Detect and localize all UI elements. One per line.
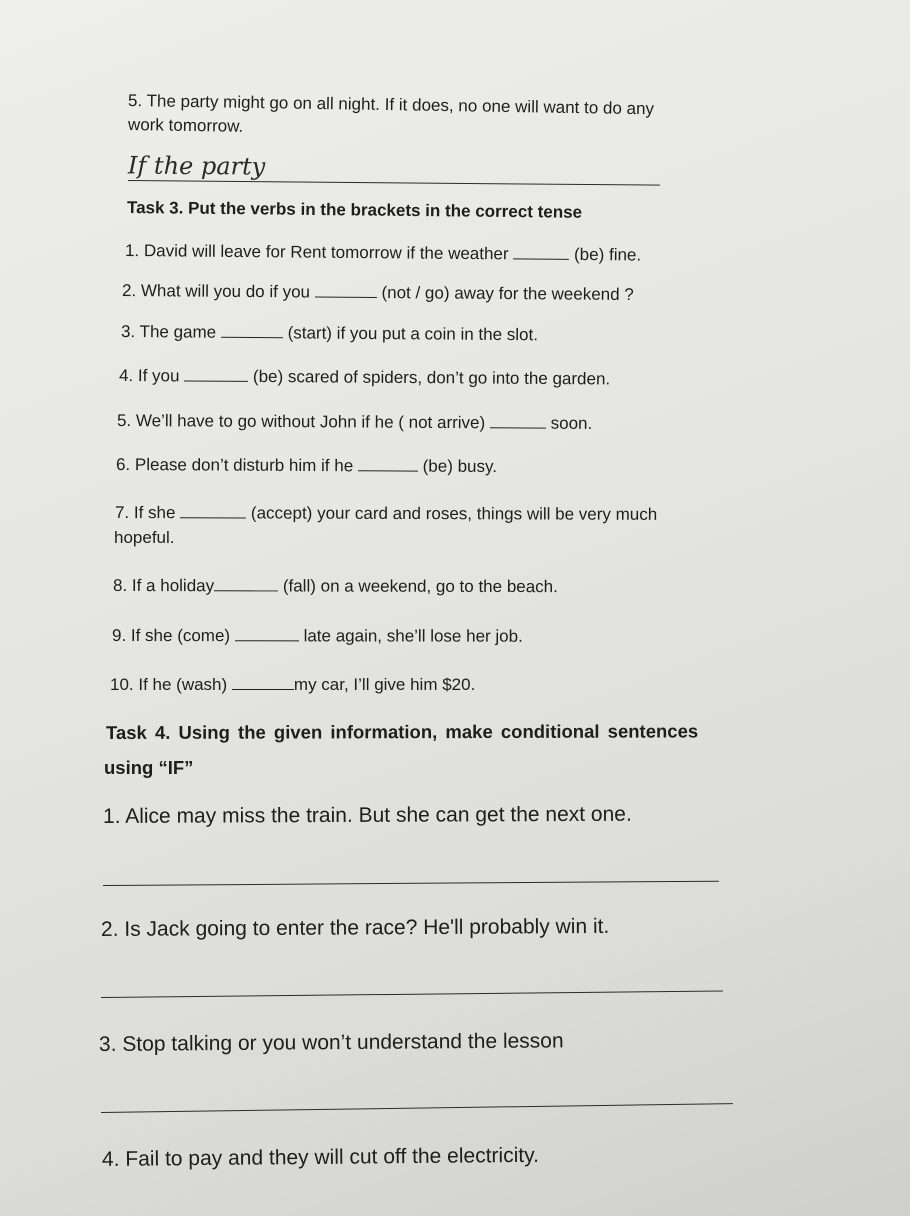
task3-item-6: 6. Please don’t disturb him if he (be) busy. [115, 455, 498, 476]
fill-blank[interactable] [235, 639, 299, 641]
task3-item-5: 5. We’ll have to go without John if he ( not arrive) soon. [116, 411, 593, 433]
handwritten-answer: If the party [127, 151, 266, 181]
fill-blank[interactable] [315, 296, 377, 298]
prev-question-5-line2: work tomorrow. [127, 115, 244, 136]
prev-question-5-line1: 5. The party might go on all night. If it does, no one will want to do any [127, 91, 655, 119]
task3-heading: Task 3. Put the verbs in the brackets in the correct tense [126, 198, 583, 222]
answer-line-prev-5 [128, 180, 660, 186]
fill-blank[interactable] [358, 469, 418, 471]
task4-heading-line2: using “IF” [104, 757, 194, 778]
task3-item-1: 1. David will leave for Rent tomorrow if the weather (be) fine. [124, 241, 642, 265]
task3-item-9: 9. If she (come) late again, she’ll lose her job. [111, 626, 523, 646]
task4-heading-line1: Task 4. Using the given information, make conditional sentences [105, 720, 699, 743]
task3-item-7-cont: hopeful. [114, 528, 175, 547]
fill-blank[interactable] [232, 688, 294, 690]
task3-item-10: 10. If he (wash) my car, I’ll give him $20. [110, 675, 476, 694]
task3-item-2: 2. What will you do if you (not / go) away for the weekend ? [121, 281, 634, 305]
task3-item-8: 8. If a holiday (fall) on a weekend, go to the beach. [112, 576, 558, 597]
task4-item-1: 1. Alice may miss the train. But she can get the next one. [102, 802, 632, 828]
fill-blank[interactable] [221, 336, 283, 338]
fill-blank[interactable] [180, 516, 246, 518]
fill-blank[interactable] [513, 257, 569, 259]
task4-item-4: 4. Fail to pay and they will cut off the electricity. [101, 1143, 540, 1171]
fill-blank[interactable] [214, 589, 278, 591]
task3-item-7: 7. If she (accept) your card and roses, things will be very much [114, 503, 658, 524]
fill-blank[interactable] [184, 379, 248, 381]
task3-item-4: 4. If you (be) scared of spiders, don’t go into the garden. [118, 366, 611, 389]
task3-item-3: 3. The game (start) if you put a coin in the slot. [120, 322, 539, 345]
fill-blank[interactable] [490, 426, 546, 428]
answer-line-task4-1[interactable] [103, 881, 719, 886]
answer-line-task4-2[interactable] [101, 990, 723, 998]
task4-item-3: 3. Stop talking or you won’t understand the lesson [98, 1029, 564, 1056]
task4-item-2: 2. Is Jack going to enter the race? He'll probably win it. [100, 914, 610, 941]
answer-line-task4-3[interactable] [101, 1103, 733, 1113]
